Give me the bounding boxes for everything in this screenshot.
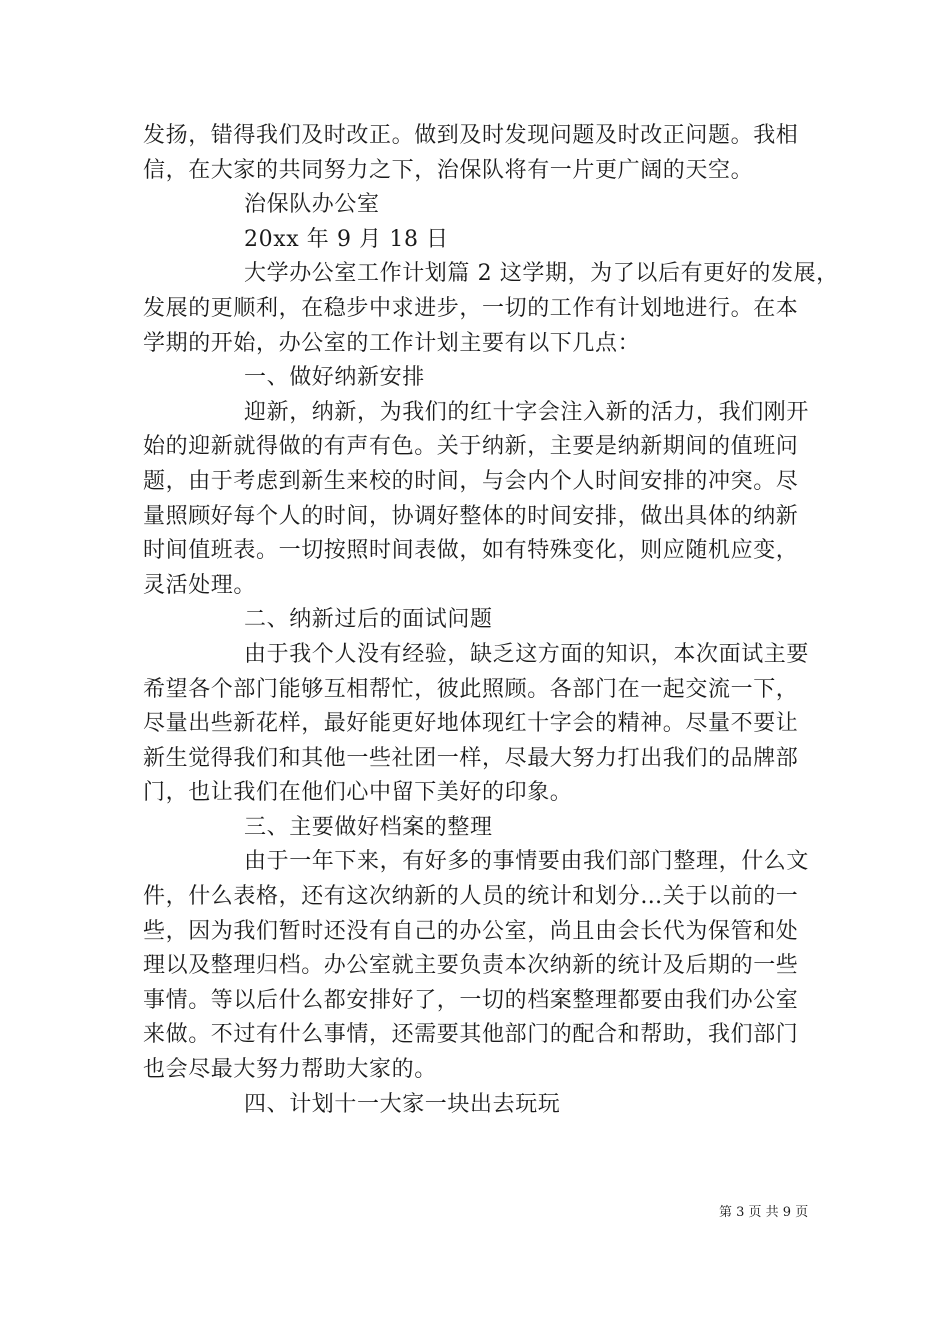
paragraph-line-indented: 三、主要做好档案的整理 [244, 814, 493, 840]
paragraph-line-indented: 由于我个人没有经验，缺乏这方面的知识，本次面试主要 [244, 641, 810, 667]
paragraph-line: 新生觉得我们和其他一些社团一样，尽最大努力打出我们的品牌部 [143, 745, 799, 771]
paragraph-line: 来做。不过有什么事情，还需要其他部门的配合和帮助，我们部门 [143, 1022, 799, 1048]
paragraph-line-indented: 治保队办公室 [244, 192, 380, 218]
paragraph-line: 信，在大家的共同努力之下，治保队将有一片更广阔的天空。 [143, 157, 754, 183]
paragraph-line: 理以及整理归档。办公室就主要负责本次纳新的统计及后期的一些 [143, 953, 799, 979]
paragraph-line: 件，什么表格，还有这次纳新的人员的统计和划分…关于以前的一 [143, 884, 799, 910]
paragraph-line: 也会尽最大努力帮助大家的。 [143, 1057, 437, 1083]
paragraph-line: 题，由于考虑到新生来校的时间，与会内个人时间安排的冲突。尽 [143, 468, 799, 494]
paragraph-line: 门，也让我们在他们心中留下美好的印象。 [143, 780, 573, 806]
paragraph-line: 时间值班表。一切按照时间表做，如有特殊变化，则应随机应变， [143, 538, 799, 564]
paragraph-line: 灵活处理。 [143, 572, 257, 598]
paragraph-line-indented: 四、计划十一大家一块出去玩玩 [244, 1091, 561, 1117]
paragraph-line-indented: 大学办公室工作计划篇 2 这学期，为了以后有更好的发展， [244, 261, 839, 287]
paragraph-line: 些，因为我们暂时还没有自己的办公室，尚且由会长代为保管和处 [143, 918, 799, 944]
paragraph-line: 学期的开始，办公室的工作计划主要有以下几点： [143, 330, 641, 356]
paragraph-line-indented: 一、做好纳新安排 [244, 365, 425, 391]
paragraph-line: 尽量出些新花样，最好能更好地体现红十字会的精神。尽量不要让 [143, 711, 799, 737]
document-body [143, 119, 839, 1122]
paragraph-line: 事情。等以后什么都安排好了，一切的档案整理都要由我们办公室 [143, 987, 799, 1013]
paragraph-line: 发展的更顺利，在稳步中求进步，一切的工作有计划地进行。在本 [143, 295, 799, 321]
paragraph-line-indented: 迎新，纳新，为我们的红十字会注入新的活力，我们刚开 [244, 399, 810, 425]
paragraph-line-indented: 20xx 年 9 月 18 日 [244, 226, 449, 252]
paragraph-line-indented: 由于一年下来，有好多的事情要由我们部门整理，什么文 [244, 849, 810, 875]
page-number-footer: 第 3 页 共 9 页 [719, 1205, 809, 1220]
paragraph-line: 量照顾好每个人的时间，协调好整体的时间安排，做出具体的纳新 [143, 503, 799, 529]
paragraph-line: 发扬，错得我们及时改正。做到及时发现问题及时改正问题。我相 [143, 123, 799, 148]
paragraph-line-indented: 二、纳新过后的面试问题 [244, 607, 493, 633]
paragraph-line: 始的迎新就得做的有声有色。关于纳新，主要是纳新期间的值班问 [143, 434, 799, 460]
paragraph-line: 希望各个部门能够互相帮忙，彼此照顾。各部门在一起交流一下， [143, 676, 799, 702]
